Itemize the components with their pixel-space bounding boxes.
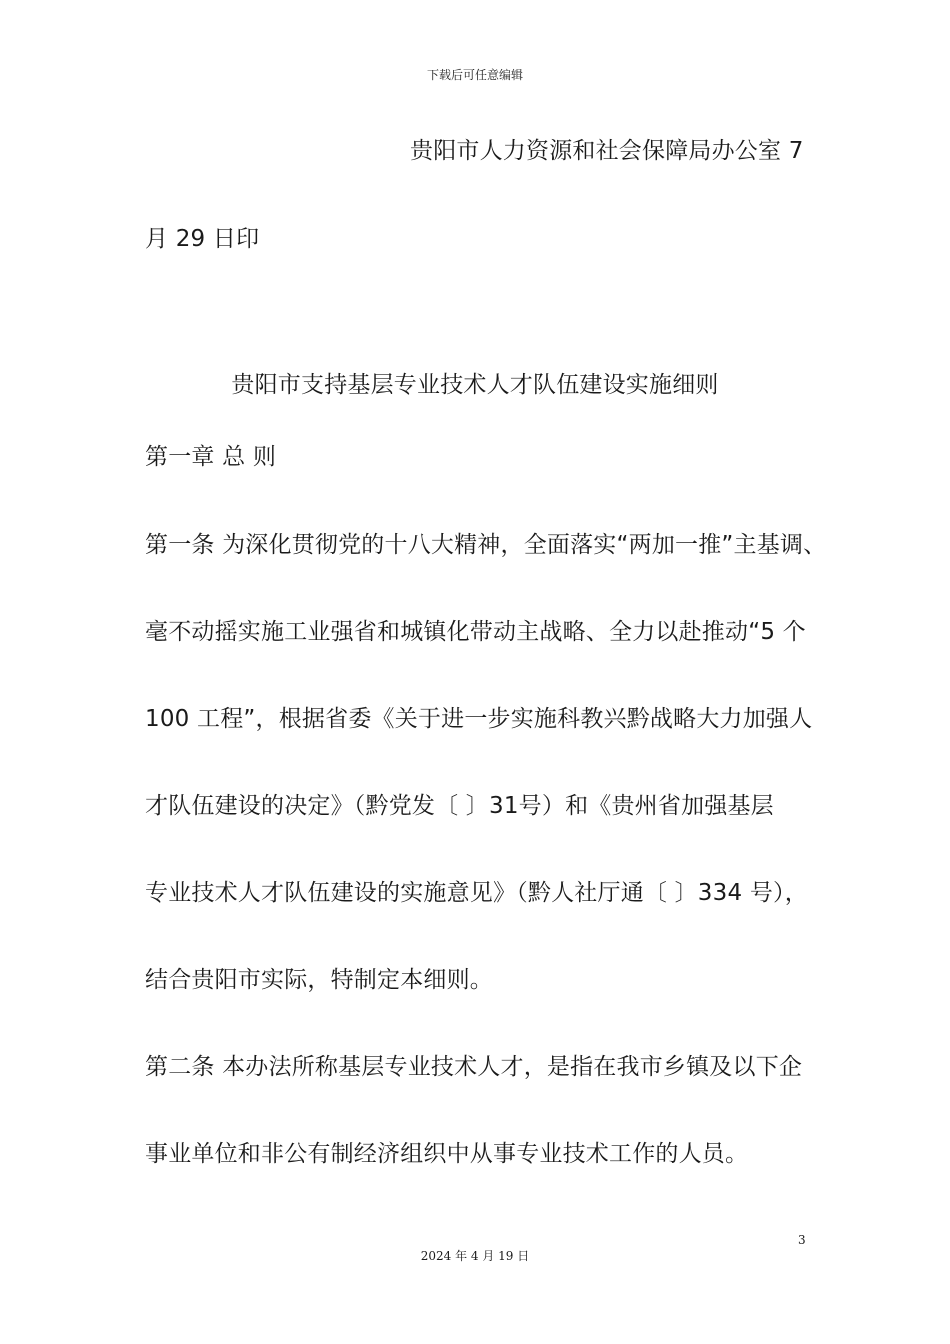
footer-date: 2024 年 4 月 19 日 — [420, 1249, 530, 1263]
header-note: 下载后可任意编辑 — [426, 68, 523, 82]
issuer-line: 贵阳市人力资源和社会保障局办公室 7 — [410, 138, 804, 164]
body-line: 结合贵阳市实际，特制定本细则。 — [145, 967, 493, 993]
body-line: 100 工程”，根据省委《关于进一步实施科教兴黔战略大力加强人 — [145, 706, 813, 732]
issuer-date-line: 月 29 日印 — [145, 226, 260, 252]
body-line: 毫不动摇实施工业强省和城镇化带动主战略、全力以赴推动“5 个 — [145, 619, 806, 645]
chapter-heading: 第一章 总 则 — [145, 444, 277, 470]
body-line: 第二条 本办法所称基层专业技术人才，是指在我市乡镇及以下企 — [145, 1054, 803, 1080]
body-line: 才队伍建设的决定》（黔党发〔 〕31号）和《贵州省加强基层 — [145, 793, 774, 819]
body-line: 第一条 为深化贯彻党的十八大精神，全面落实“两加一推”主基调、 — [145, 532, 827, 558]
document-title: 贵阳市支持基层专业技术人才队伍建设实施细则 — [231, 372, 719, 398]
body-line: 专业技术人才队伍建设的实施意见》（黔人社厅通〔 〕334 号）， — [145, 880, 808, 906]
page-number: 3 — [798, 1233, 806, 1247]
body-line: 事业单位和非公有制经济组织中从事专业技术工作的人员。 — [145, 1141, 749, 1167]
